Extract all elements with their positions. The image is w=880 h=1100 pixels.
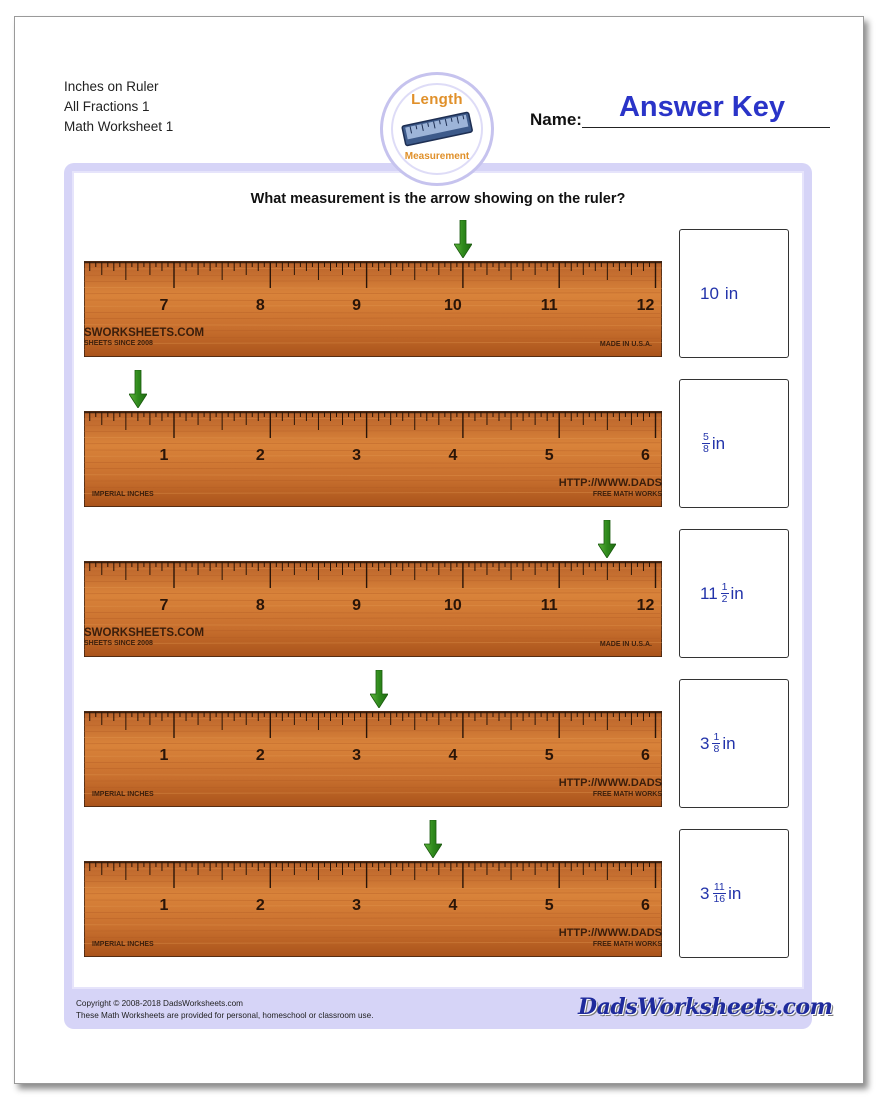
ruler-number: 9 [352,597,362,614]
fraction-denominator: 16 [713,893,726,905]
copyright-text: Copyright © 2008-2018 DadsWorksheets.com [76,999,243,1008]
ruler-number: 7 [159,297,169,314]
ruler-number: 5 [544,897,554,914]
fraction-denominator: 8 [703,443,709,455]
ruler-number: 5 [544,447,554,464]
ruler-number: 11 [540,597,558,614]
ruler-number: 3 [352,897,362,914]
down-arrow-icon [370,670,388,708]
ruler [84,561,662,657]
name-label: Name: [530,110,582,129]
ruler-number: 10 [444,297,462,314]
ruler-imperial-text: IMPERIAL INCHES [92,791,154,798]
answer-unit: in [722,733,736,753]
ruler-number: 2 [255,897,265,914]
ruler-number: 3 [352,747,362,764]
ruler-number: 6 [641,447,650,464]
ruler-made-text: MADE IN U.S.A. [599,341,652,348]
badge-subtitle: Measurement [404,151,470,162]
fraction-numerator: 1 [713,731,720,743]
fraction-denominator: 2 [721,593,728,605]
answer-unit: in [711,433,726,453]
answer-box [679,679,789,808]
ruler-url-text: HTTP://WWW.DADS [558,477,662,489]
ruler-number: 4 [448,897,458,914]
answer-whole: 3 [700,883,710,903]
usage-note: These Math Worksheets are provided for personal, homeschool or classroom use. [76,1011,374,1020]
ruler-number: 11 [540,297,558,314]
ruler-number: 12 [636,597,655,614]
answer-box [679,529,789,658]
ruler-graphic [84,711,662,807]
ruler-free-text: FREE MATH WORKS [592,491,662,498]
question-text: What measurement is the arrow showing on the ruler? [250,191,626,207]
ruler-graphic [84,561,662,657]
ruler-number: 2 [255,747,265,764]
down-arrow-icon [454,220,472,258]
answer-whole: 10 [700,283,719,303]
fraction-numerator: 5 [703,431,709,443]
ruler-graphic [84,861,662,957]
ruler-since-text: SHEETS SINCE 2008 [84,640,153,647]
badge-title: Length [411,91,463,108]
answer-fraction [721,582,729,605]
answer-unit: in [728,883,742,903]
ruler-brand-text: SWORKSHEETS.COM [84,627,205,639]
worksheet-title: Inches on Ruler [64,79,159,94]
ruler-imperial-text: IMPERIAL INCHES [92,941,154,948]
answer-box [679,379,789,508]
length-measurement-badge [380,72,494,186]
footer-text [76,998,373,1022]
ruler-url-text: HTTP://WWW.DADS [558,777,662,789]
answer-unit: in [730,583,744,603]
name-line [582,127,830,128]
answer-whole: 11 [700,583,718,603]
ruler-number: 5 [544,747,554,764]
down-arrow-icon [424,820,442,858]
answer-unit: in [724,283,739,303]
ruler-number: 2 [255,447,265,464]
ruler-number: 1 [159,447,169,464]
ruler-number: 1 [159,747,169,764]
answer-value [700,230,738,357]
worksheet-subtitle: All Fractions 1 [64,99,150,114]
ruler-url-text: HTTP://WWW.DADS [558,927,662,939]
down-arrow-icon [598,520,616,558]
ruler-icon [397,109,477,147]
answer-fraction [712,732,720,755]
fraction-numerator: 11 [713,881,725,893]
answer-value [700,530,744,657]
down-arrow-icon [129,370,147,408]
ruler-graphic [84,411,662,507]
answer-value [700,680,736,807]
answer-box [679,829,789,958]
ruler-number: 4 [448,447,458,464]
ruler-made-text: MADE IN U.S.A. [599,641,652,648]
ruler-number: 6 [641,897,650,914]
ruler [84,861,662,957]
ruler-brand-text: SWORKSHEETS.COM [84,327,205,339]
ruler-since-text: SHEETS SINCE 2008 [84,340,153,347]
answer-box [679,229,789,358]
ruler-number: 10 [444,597,462,614]
ruler-free-text: FREE MATH WORKS [592,941,662,948]
answer-value [700,830,741,957]
ruler-number: 12 [636,297,655,314]
answer-whole: 3 [700,733,710,753]
answer-fraction [702,432,710,455]
ruler-number: 9 [352,297,362,314]
answer-fraction [712,882,726,905]
ruler-number: 3 [352,447,362,464]
ruler-number: 8 [255,597,265,614]
answer-value [700,380,725,507]
answer-key-title: Answer Key [618,91,785,123]
ruler [84,711,662,807]
ruler [84,261,662,357]
ruler-number: 6 [641,747,650,764]
ruler-imperial-text: IMPERIAL INCHES [92,491,154,498]
fraction-numerator: 1 [721,581,728,593]
dadsworksheets-logo: DadsWorksheets.com [578,994,833,1020]
worksheet-header [64,77,173,137]
ruler-number: 1 [159,897,169,914]
ruler-free-text: FREE MATH WORKS [592,791,662,798]
ruler [84,411,662,507]
ruler-number: 4 [448,747,458,764]
ruler-number: 7 [159,597,169,614]
ruler-graphic [84,261,662,357]
ruler-number: 8 [255,297,265,314]
fraction-denominator: 8 [713,743,720,755]
worksheet-number: Math Worksheet 1 [64,119,174,134]
